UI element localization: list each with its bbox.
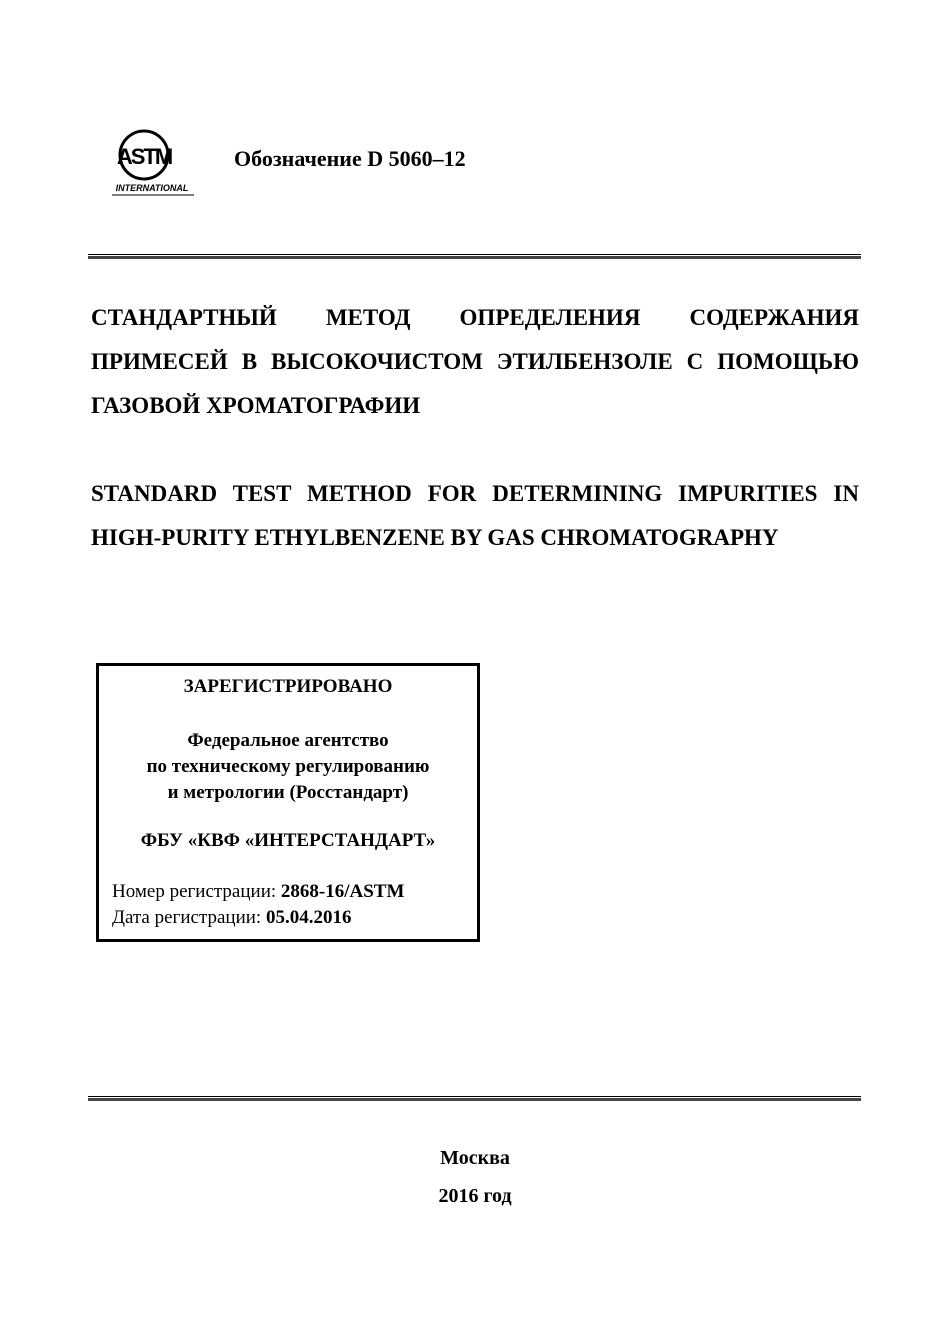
publication-year: 2016 год xyxy=(438,1185,512,1207)
top-divider xyxy=(88,254,861,259)
registration-heading: ЗАРЕГИСТРИРОВАНО xyxy=(183,676,393,697)
astm-logo xyxy=(108,128,198,198)
registration-organization: ФБУ «КВФ «ИНТЕРСТАНДАРТ» xyxy=(140,830,436,851)
agency-line: по техническому регулированию xyxy=(146,756,430,777)
publication-city: Москва xyxy=(440,1147,510,1169)
bottom-divider xyxy=(88,1096,861,1101)
title-russian: СТАНДАРТНЫЙ МЕТОД ОПРЕДЕЛЕНИЯ СОДЕРЖАНИЯ ПРИМЕСЕЙ В ВЫСОКОЧИСТОМ ЭТИЛБЕНЗОЛЕ С ПОМОЩЬЮ ГАЗОВОЙ ХРОМАТОГРАФИИ xyxy=(91,305,859,418)
title-english: STANDARD TEST METHOD FOR DETERMINING IMPURITIES IN HIGH-PURITY ETHYLBENZENE BY GAS CHROMATOGRAPHY xyxy=(91,481,859,550)
logo-letters: ASTM xyxy=(116,144,172,169)
registration-agency xyxy=(99,728,477,806)
registration-number xyxy=(112,881,404,903)
agency-line: Федеральное агентство xyxy=(187,730,389,751)
astm-logo-icon xyxy=(108,128,198,198)
registration-number-label: Номер регистрации: xyxy=(112,881,277,902)
standard-designation: Обозначение D 5060–12 xyxy=(234,146,466,171)
registration-date-value: 05.04.2016 xyxy=(265,907,352,928)
registration-stamp xyxy=(96,663,480,942)
registration-date-label: Дата регистрации: xyxy=(112,907,262,928)
registration-number-value: 2868-16/ASTM xyxy=(280,881,405,902)
agency-line: и метрологии (Росстандарт) xyxy=(167,782,409,803)
logo-international-text: INTERNATIONAL xyxy=(115,183,189,193)
registration-date xyxy=(112,907,351,929)
